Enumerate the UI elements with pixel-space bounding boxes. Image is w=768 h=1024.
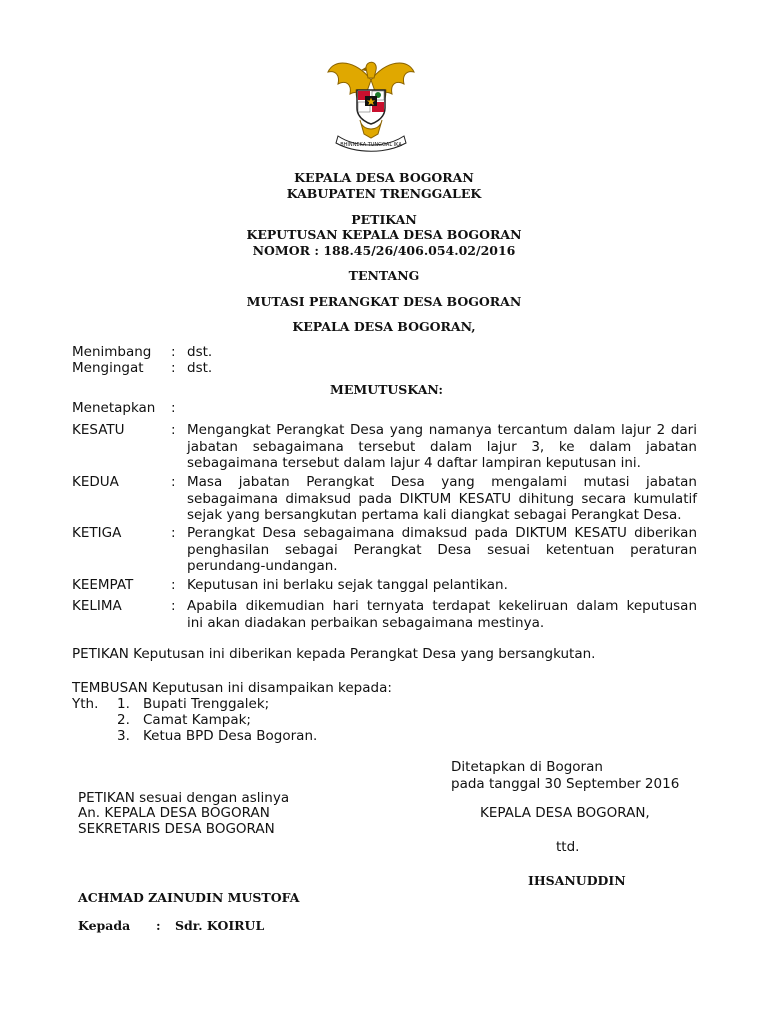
- signing-ttd: ttd.: [556, 839, 580, 855]
- copy-line-1: PETIKAN sesuai dengan aslinya: [78, 790, 290, 806]
- decide-heading: MEMUTUSKAN:: [330, 382, 443, 397]
- article-colon: :: [171, 474, 176, 490]
- article-text: [187, 525, 697, 575]
- issuer-heading: KEPALA DESA BOGORAN,: [292, 319, 476, 334]
- article-line: ini akan diadakan perbaikan sebagaimana mestinya.: [187, 614, 545, 631]
- consideration-text: dst.: [187, 360, 213, 376]
- article-text: [187, 474, 697, 524]
- copy-line-2: An. KEPALA DESA BOGORAN: [78, 805, 270, 821]
- consideration-colon: :: [171, 344, 176, 360]
- article-colon: :: [171, 598, 176, 614]
- authority-title: KEPALA DESA BOGORAN: [294, 170, 474, 185]
- signer-name: IHSANUDDIN: [528, 873, 626, 888]
- article-text: [187, 422, 697, 472]
- article-label: KEEMPAT: [72, 577, 134, 593]
- establish-label: Menetapkan: [72, 400, 156, 416]
- article-text: [187, 577, 697, 594]
- tembusan-yth: Yth.: [72, 696, 99, 712]
- list-number: 2.: [117, 712, 130, 728]
- about-heading: TENTANG: [348, 268, 420, 283]
- svg-text:BHINNEKA TUNGGAL IKA: BHINNEKA TUNGGAL IKA: [340, 142, 402, 148]
- list-item: Ketua BPD Desa Bogoran.: [143, 728, 318, 744]
- signing-date: pada tanggal 30 September 2016: [451, 776, 680, 792]
- article-label: KETIGA: [72, 525, 122, 541]
- tembusan-intro: TEMBUSAN Keputusan ini disampaikan kepada:: [72, 680, 392, 696]
- subject-heading: MUTASI PERANGKAT DESA BOGORAN: [246, 294, 522, 309]
- decree-number: NOMOR : 188.45/26/406.054.02/2016: [252, 243, 516, 258]
- article-line: Masa jabatan Perangkat Desa yang mengalami mutasi jabatan: [187, 474, 697, 490]
- document-type: PETIKAN: [351, 212, 417, 227]
- list-item: Camat Kampak;: [143, 712, 251, 728]
- secretary-name: ACHMAD ZAINUDIN MUSTOFA: [78, 890, 300, 905]
- establish-colon: :: [171, 400, 176, 416]
- article-label: KESATU: [72, 422, 125, 438]
- article-line: Perangkat Desa sebagaimana dimaksud pada DIKTUM KESATU diberikan: [187, 525, 697, 541]
- article-line: Apabila dikemudian hari ternyata terdapat kekeliruan dalam keputusan: [187, 598, 697, 614]
- article-colon: :: [171, 525, 176, 541]
- petikan-note: PETIKAN Keputusan ini diberikan kepada Perangkat Desa yang bersangkutan.: [72, 646, 596, 662]
- recipient-colon: :: [156, 918, 161, 933]
- article-line: Keputusan ini berlaku sejak tanggal pelantikan.: [187, 577, 508, 593]
- copy-line-3: SEKRETARIS DESA BOGORAN: [78, 821, 275, 837]
- regency-title: KABUPATEN TRENGGALEK: [286, 186, 482, 201]
- article-line: sejak yang bersangkutan pertama kali diangkat sebagai Perangkat Desa.: [187, 507, 682, 523]
- recipient-label: Kepada: [78, 918, 131, 933]
- article-line: sebagaimana dimaksud pada DIKTUM KESATU dihitung secara kumulatif: [187, 490, 697, 507]
- article-line: penghasilan sebagai Perangkat Desa sesuai ketentuan peraturan: [187, 541, 697, 558]
- article-line: jabatan sebagaimana tersebut dalam lajur 3, ke dalam jabatan: [187, 438, 697, 455]
- signing-place: Ditetapkan di Bogoran: [451, 759, 603, 775]
- garuda-pancasila-emblem-icon: [316, 50, 426, 160]
- article-colon: :: [171, 422, 176, 438]
- article-line: Mengangkat Perangkat Desa yang namanya tercantum dalam lajur 2 dari: [187, 422, 697, 438]
- consideration-colon: :: [171, 360, 176, 376]
- article-label: KEDUA: [72, 474, 119, 490]
- signing-title: KEPALA DESA BOGORAN,: [480, 805, 650, 821]
- article-line: sebagaimana tersebut dalam lajur 4 daftar lampiran keputusan ini.: [187, 455, 641, 471]
- list-number: 1.: [117, 696, 130, 712]
- article-label: KELIMA: [72, 598, 122, 614]
- article-line: perundang-undangan.: [187, 558, 338, 574]
- consideration-label: Mengingat: [72, 360, 144, 376]
- consideration-label: Menimbang: [72, 344, 152, 360]
- decree-title: KEPUTUSAN KEPALA DESA BOGORAN: [246, 227, 522, 242]
- list-item: Bupati Trenggalek;: [143, 696, 270, 712]
- list-number: 3.: [117, 728, 130, 744]
- article-text: [187, 598, 697, 631]
- article-colon: :: [171, 577, 176, 593]
- recipient-name: Sdr. KOIRUL: [175, 918, 265, 933]
- consideration-text: dst.: [187, 344, 213, 360]
